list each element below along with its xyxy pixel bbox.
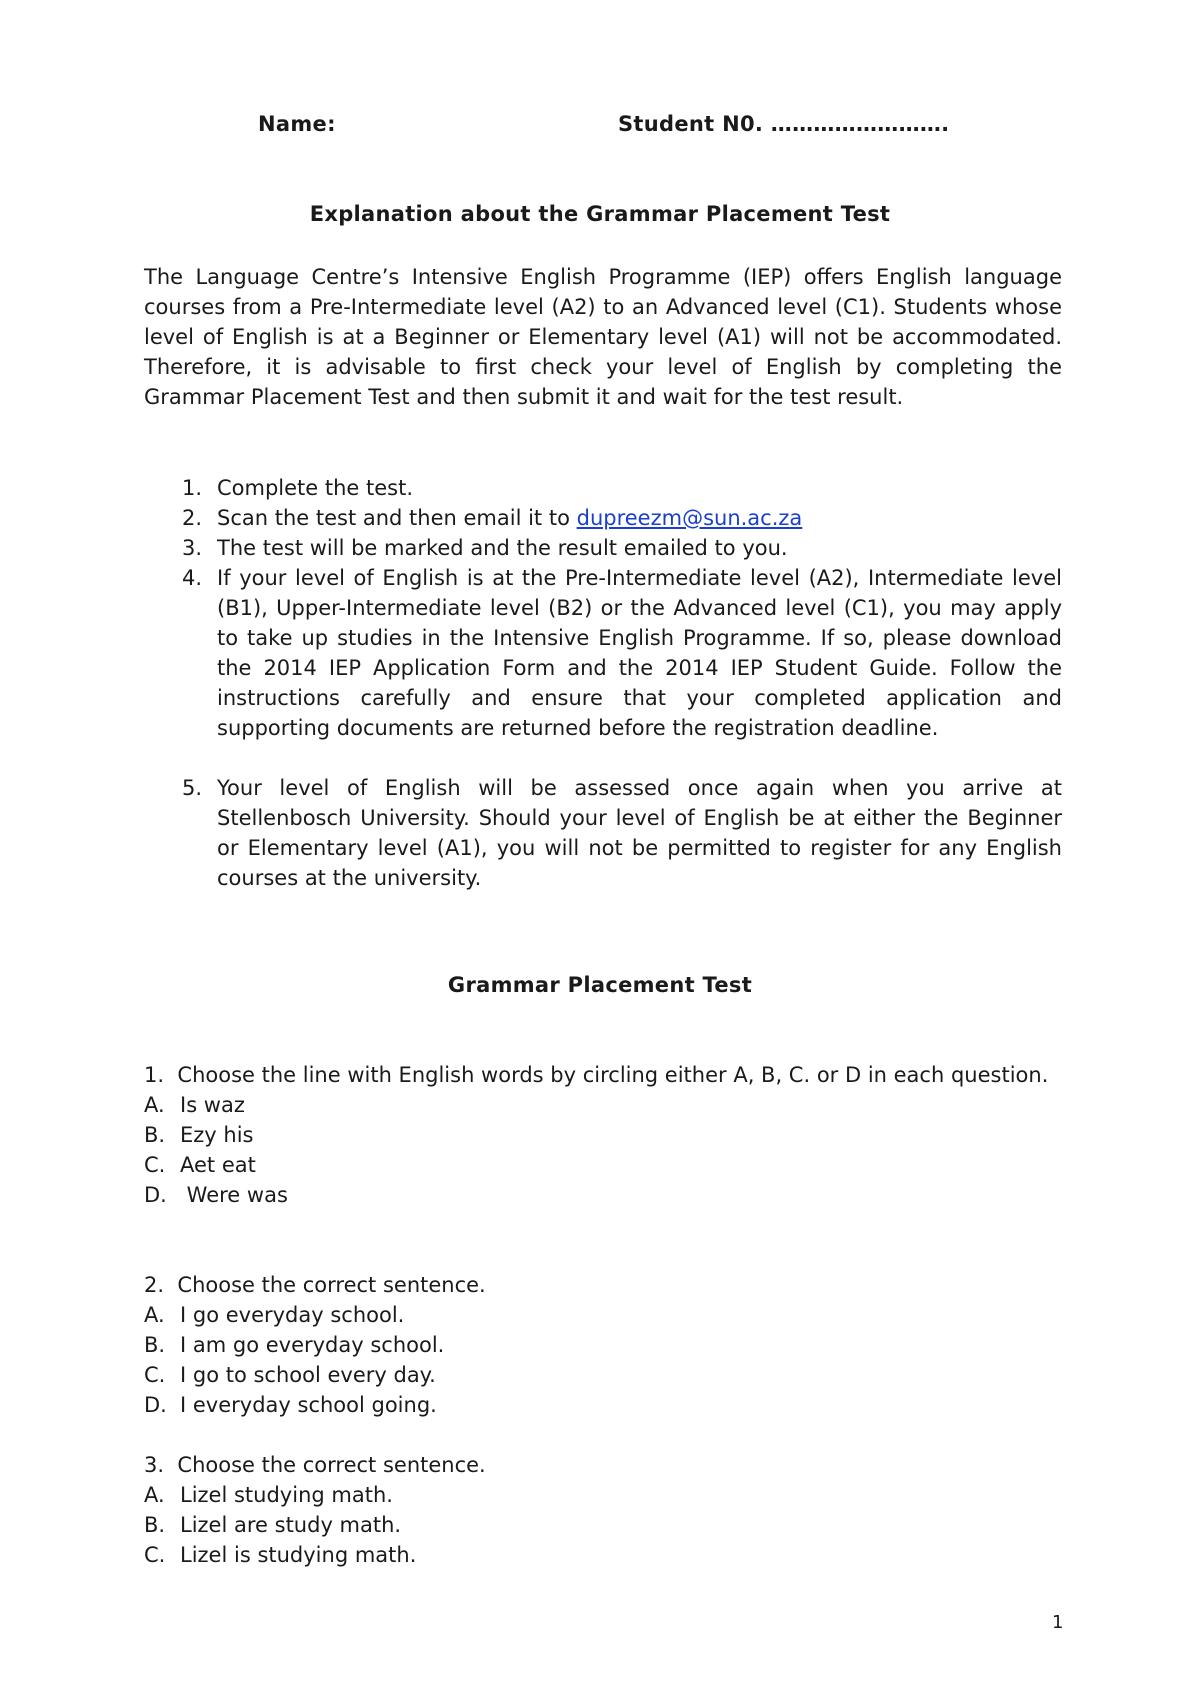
- question-text: Choose the correct sentence.: [177, 1453, 486, 1477]
- option-label: C.: [144, 1543, 166, 1567]
- option-label: B.: [144, 1513, 166, 1537]
- question-3: [144, 1450, 1062, 1570]
- step-text: If your level of English is at the Pre-Intermediate level (A2), Intermediate level (B1), Upper-Intermediate level (B2) or the Advanced level (C1), you may apply to take up studies in the Intensive English Programme. If so, please download the 2014 IEP Application Form and the 2014 IEP Student Guide. Follow the instructions carefully and ensure that your completed application and supporting documents are returned before the registration deadline.: [217, 566, 1062, 740]
- step-text: Scan the test and then email it to: [217, 506, 577, 530]
- option-d[interactable]: [144, 1180, 1062, 1210]
- student-number-label: Student N0. …………………….: [618, 112, 950, 136]
- option-b[interactable]: [144, 1330, 1062, 1360]
- option-text: I go to school every day.: [180, 1363, 436, 1387]
- question-text: Choose the correct sentence.: [177, 1273, 486, 1297]
- question-number: 1.: [144, 1063, 165, 1087]
- option-a[interactable]: [144, 1480, 1062, 1510]
- option-b[interactable]: [144, 1120, 1062, 1150]
- option-a[interactable]: [144, 1300, 1062, 1330]
- option-d[interactable]: [144, 1390, 1062, 1420]
- step-number: 2.: [182, 506, 203, 530]
- explanation-title: Explanation about the Grammar Placement Test: [309, 202, 891, 226]
- step-text: The test will be marked and the result emailed to you.: [217, 536, 788, 560]
- question-number: 3.: [144, 1453, 165, 1477]
- option-text: Were was: [180, 1183, 288, 1207]
- question-prompt: [144, 1450, 1062, 1480]
- option-label: B.: [144, 1333, 166, 1357]
- option-label: C.: [144, 1153, 166, 1177]
- option-label: A.: [144, 1303, 165, 1327]
- step-item: [144, 503, 1062, 533]
- step-text: Your level of English will be assessed once again when you arrive at Stellenbosch University. Should your level of English be at either the Beginner or Elementary level (A1), you will not be permitted to register for any English courses at the university.: [217, 776, 1062, 890]
- header-row: [0, 112, 1200, 144]
- step-item: [144, 473, 1062, 503]
- name-label: Name:: [258, 112, 336, 136]
- option-text: Ezy his: [180, 1123, 254, 1147]
- step-text: Complete the test.: [217, 476, 414, 500]
- step-item: [144, 533, 1062, 563]
- email-link[interactable]: dupreezm@sun.ac.za: [576, 506, 803, 530]
- page-number: 1: [1052, 1612, 1064, 1633]
- step-number: 3.: [182, 536, 203, 560]
- option-text: I am go everyday school.: [180, 1333, 445, 1357]
- option-text: I everyday school going.: [180, 1393, 437, 1417]
- question-1: [144, 1060, 1062, 1210]
- option-label: A.: [144, 1483, 165, 1507]
- steps-list: [144, 473, 1062, 893]
- option-c[interactable]: [144, 1540, 1062, 1570]
- option-label: D.: [144, 1393, 167, 1417]
- option-c[interactable]: [144, 1150, 1062, 1180]
- step-item: [144, 773, 1062, 893]
- option-b[interactable]: [144, 1510, 1062, 1540]
- option-label: C.: [144, 1363, 166, 1387]
- intro-paragraph: The Language Centre’s Intensive English Programme (IEP) offers English language courses from a Pre-Intermediate level (A2) to an Advanced level (C1). Students whose level of English is at a Beginner or Elementary level (A1) will not be accommodated. Therefore, it is advisable to first check your level of English by completing the Grammar Placement Test and then submit it and wait for the test result.: [144, 265, 1062, 409]
- question-number: 2.: [144, 1273, 165, 1297]
- option-text: I go everyday school.: [180, 1303, 405, 1327]
- step-item: [144, 563, 1062, 743]
- question-text: Choose the line with English words by circling either A, B, C. or D in each question.: [177, 1063, 1049, 1087]
- option-c[interactable]: [144, 1360, 1062, 1390]
- option-text: Lizel are study math.: [180, 1513, 402, 1537]
- option-a[interactable]: [144, 1090, 1062, 1120]
- option-label: D.: [144, 1183, 167, 1207]
- test-title: Grammar Placement Test: [447, 973, 753, 997]
- step-number: 4.: [182, 566, 203, 590]
- step-number: 5.: [182, 776, 203, 800]
- question-2: [144, 1270, 1062, 1420]
- question-prompt: [144, 1060, 1062, 1090]
- option-text: Aet eat: [180, 1153, 256, 1177]
- step-number: 1.: [182, 476, 203, 500]
- option-text: Lizel is studying math.: [180, 1543, 417, 1567]
- option-label: A.: [144, 1093, 165, 1117]
- option-text: Lizel studying math.: [180, 1483, 393, 1507]
- option-label: B.: [144, 1123, 166, 1147]
- option-text: Is waz: [180, 1093, 245, 1117]
- question-prompt: [144, 1270, 1062, 1300]
